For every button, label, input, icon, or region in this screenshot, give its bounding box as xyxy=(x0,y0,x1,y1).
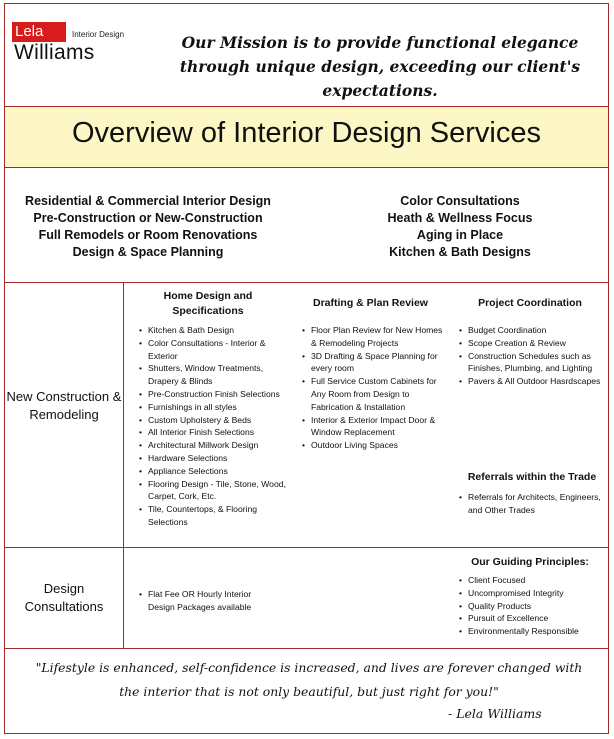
list-item: • Environmentally Responsible xyxy=(459,625,604,638)
list-item: • 3D Drafting & Space Planning for every room xyxy=(302,350,444,376)
list-item: • Interior & Exterior Impact Door & Window Replacement xyxy=(302,414,444,440)
list-item: • Architectural Millwork Design xyxy=(139,439,287,452)
list-item: • Appliance Selections xyxy=(139,465,287,478)
project-coordination-list xyxy=(459,324,609,388)
logo-first-name: Lela xyxy=(15,23,44,40)
guiding-principles-heading: Our Guiding Principles: xyxy=(471,556,589,568)
row-label-new-construction: New Construction & Remodeling xyxy=(6,389,122,422)
drafting-heading: Drafting & Plan Review xyxy=(313,297,428,309)
list-item: • Tile, Countertops, & Flooring Selections xyxy=(139,503,287,529)
summary-item: Color Consultations xyxy=(400,194,520,208)
list-item: • Budget Coordination xyxy=(459,324,609,337)
divider-banner xyxy=(4,167,609,168)
list-item: • Color Consultations - Interior & Exterior xyxy=(139,337,287,363)
project-coordination-heading: Project Coordination xyxy=(478,297,582,309)
list-item: • Outdoor Living Spaces xyxy=(302,439,444,452)
summary-item: Design & Space Planning xyxy=(72,245,224,259)
list-item: • All Interior Finish Selections xyxy=(139,426,287,439)
logo-tagline: Interior Design xyxy=(72,30,125,39)
summary-item: Kitchen & Bath Designs xyxy=(389,245,531,259)
summary-item: Pre-Construction or New-Construction xyxy=(33,211,263,225)
list-item: • Hardware Selections xyxy=(139,452,287,465)
list-item: • Shutters, Window Treatments, Drapery & Blinds xyxy=(139,362,287,388)
consultations-list xyxy=(139,588,279,614)
list-item: • Pre-Construction Finish Selections xyxy=(139,388,287,401)
row-label-design-consultations: Design Consultations xyxy=(24,581,104,614)
client-quote: "Lifestyle is enhanced, self-confidence is increased, and lives are forever changed with the interior that is not only beautiful, but just right for you!" xyxy=(35,660,583,699)
guiding-principles-list xyxy=(459,574,604,638)
summary-item: Residential & Commercial Interior Design xyxy=(25,194,271,208)
list-item: • Flat Fee OR Hourly Interior Design Packages available xyxy=(139,588,279,614)
drafting-list xyxy=(302,324,444,452)
referrals-list xyxy=(459,491,604,517)
list-item: • Client Focused xyxy=(459,574,604,587)
mission-statement: Our Mission is to provide functional elegance through unique design, exceeding our client's expectations. xyxy=(179,33,581,100)
referrals-heading: Referrals within the Trade xyxy=(467,471,597,483)
summary-item: Heath & Wellness Focus xyxy=(387,211,533,225)
list-item: • Floor Plan Review for New Homes & Remodeling Projects xyxy=(302,324,444,350)
list-item: • Custom Upholstery & Beds xyxy=(139,414,287,427)
list-item: • Referrals for Architects, Engineers, and Other Trades xyxy=(459,491,604,517)
list-item: • Pursuit of Excellence xyxy=(459,612,604,625)
summary-item: Full Remodels or Room Renovations xyxy=(38,228,258,242)
home-design-heading: Home Design and Specifications xyxy=(163,290,253,317)
logo-last-name: Williams xyxy=(14,41,95,64)
list-item: • Scope Creation & Review xyxy=(459,337,609,350)
summary-left xyxy=(10,193,286,261)
divider-consultations xyxy=(4,648,609,649)
list-item: • Pavers & All Outdoor Hasrdscapes xyxy=(459,375,609,388)
list-item: • Full Service Custom Cabinets for Any Room from Design to Fabrication & Installation xyxy=(302,375,444,413)
list-item: • Kitchen & Bath Design xyxy=(139,324,287,337)
home-design-list xyxy=(139,324,287,529)
signature: - Lela Williams xyxy=(448,706,542,721)
list-item: • Uncompromised Integrity xyxy=(459,587,604,600)
list-item: • Construction Schedules such as Finishes, Plumbing, and Lighting xyxy=(459,350,609,376)
divider-label-column xyxy=(123,282,124,648)
list-item: • Furnishings in all styles xyxy=(139,401,287,414)
divider-header xyxy=(4,106,609,107)
list-item: • Flooring Design - Tile, Stone, Wood, Carpet, Cork, Etc. xyxy=(139,478,287,504)
divider-services xyxy=(4,547,609,548)
list-item: • Quality Products xyxy=(459,600,604,613)
summary-right xyxy=(360,193,560,261)
summary-item: Aging in Place xyxy=(416,228,504,242)
page-title: Overview of Interior Design Services xyxy=(72,117,541,149)
divider-summary xyxy=(4,282,609,283)
